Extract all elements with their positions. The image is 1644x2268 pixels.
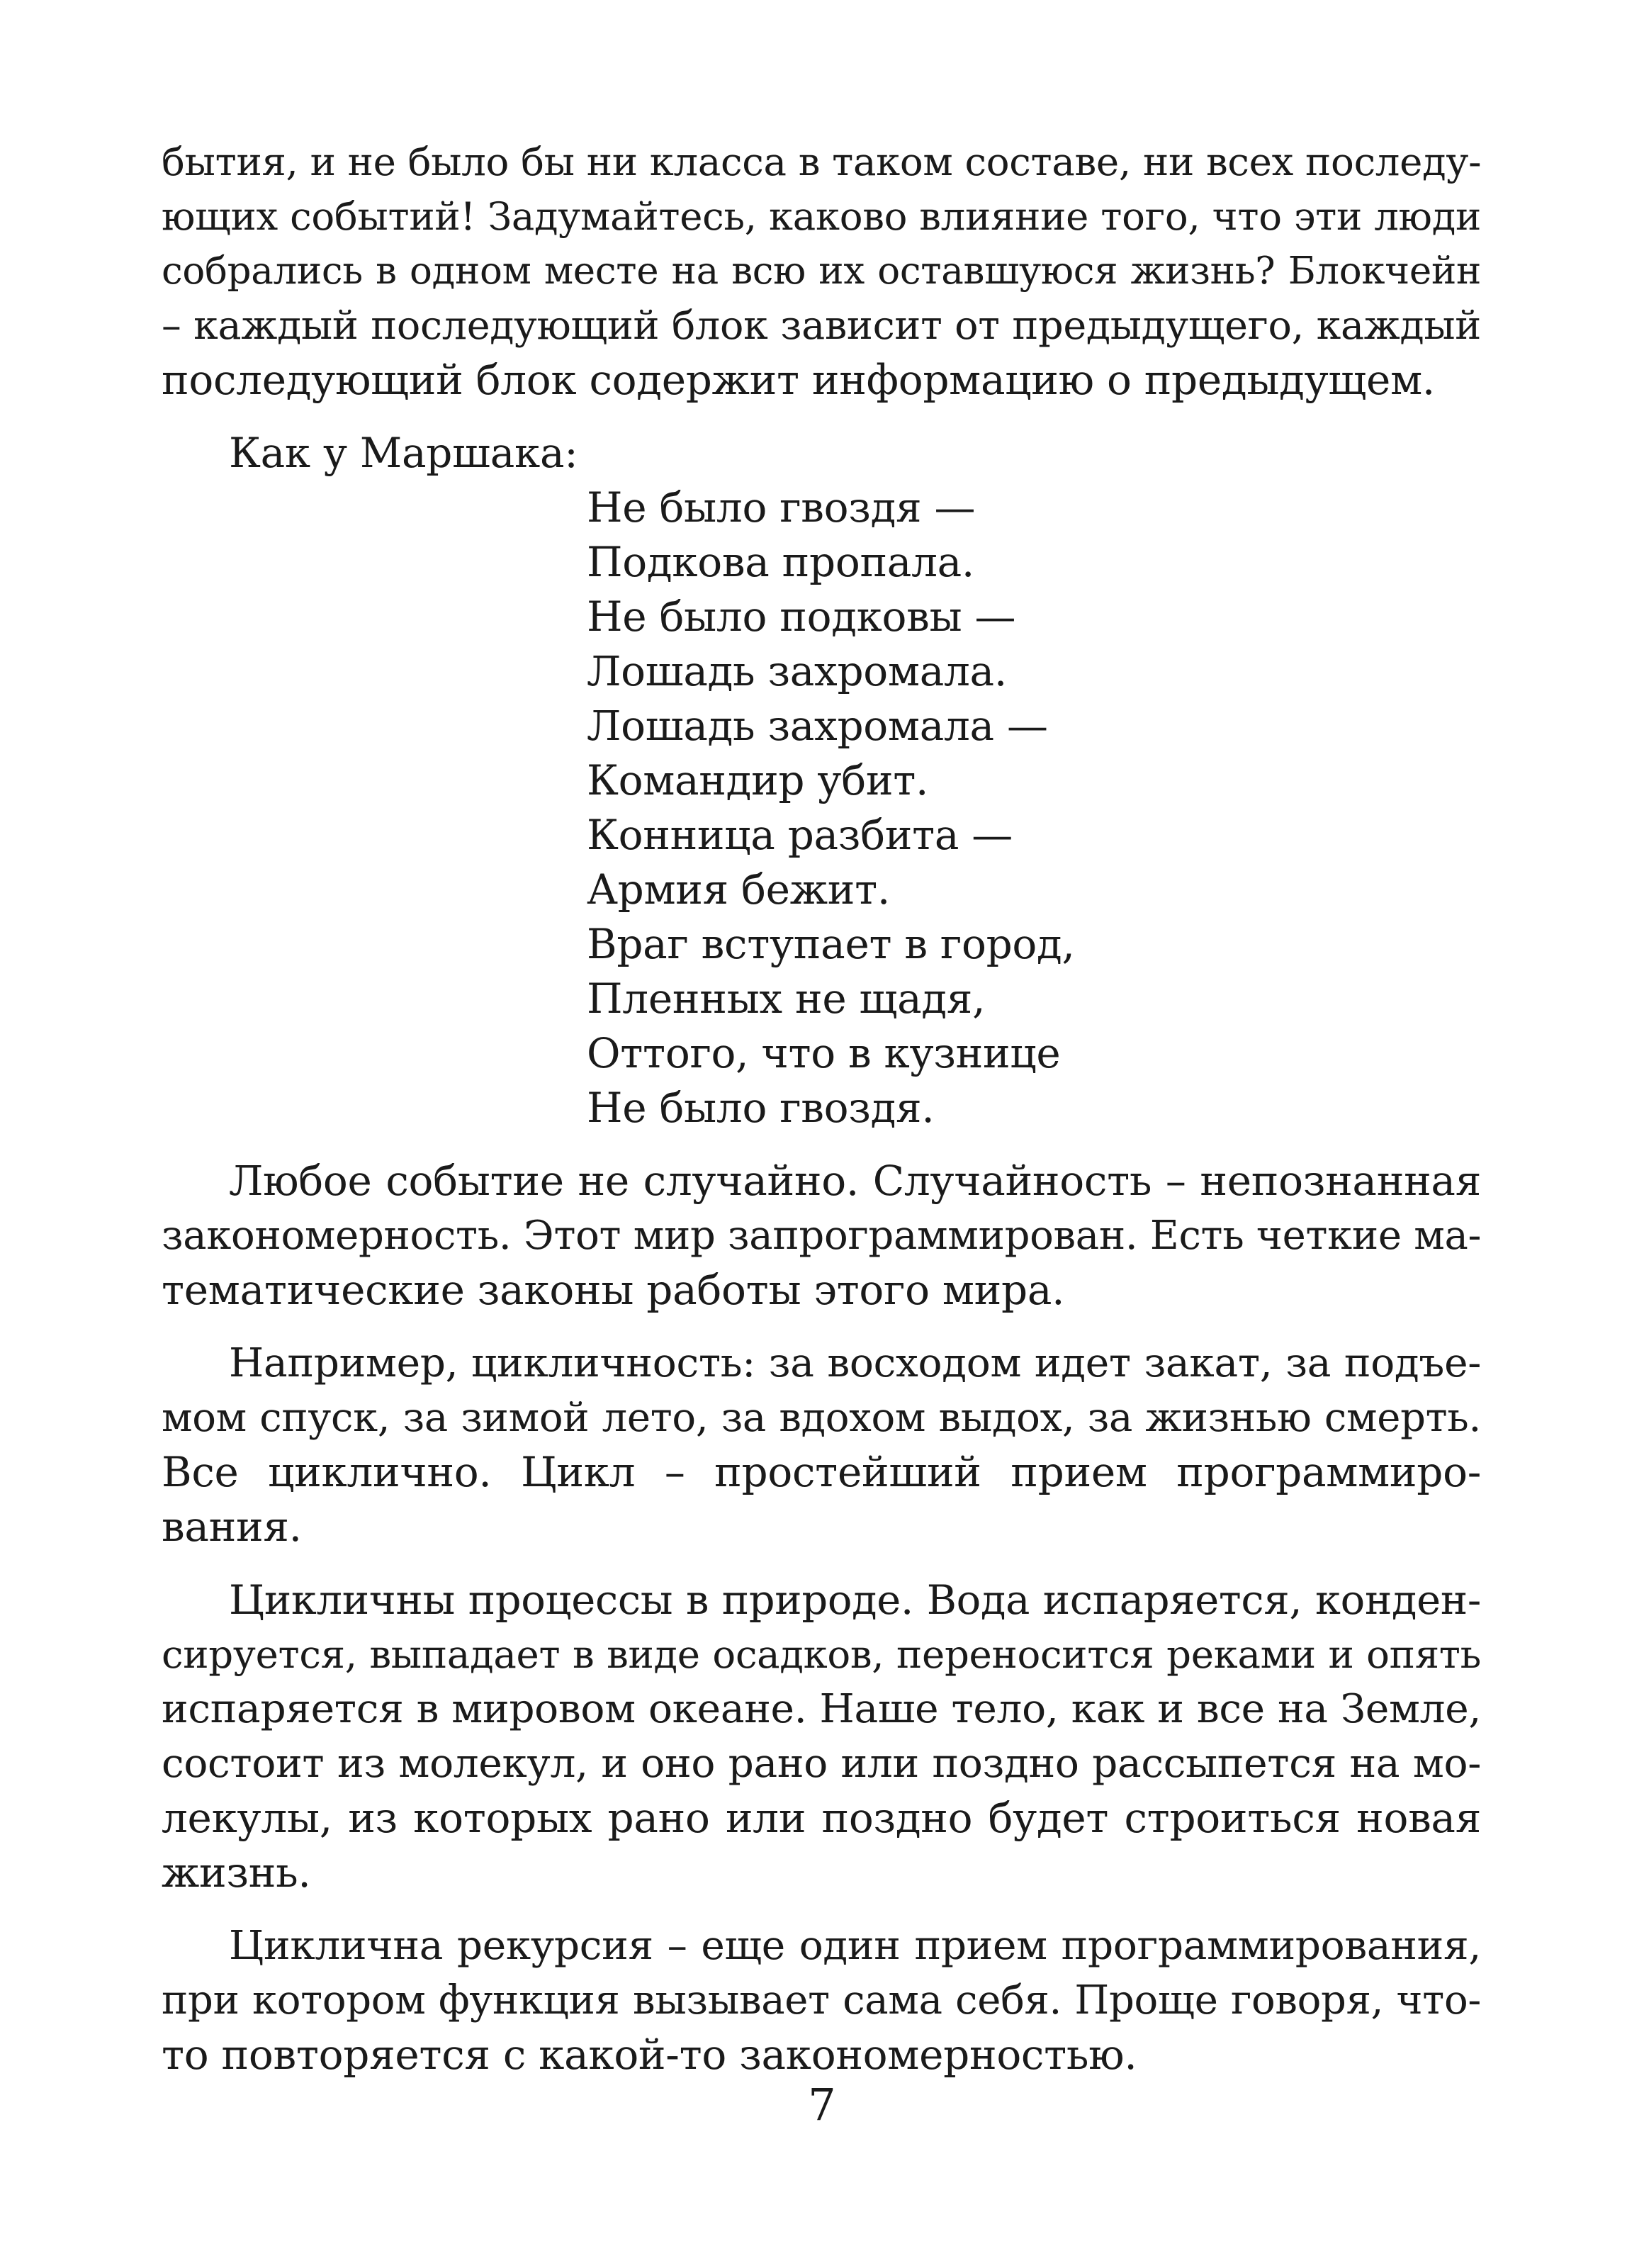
paragraph-line: Любое событие не случайно. Случайность – непознанная [229,1157,1481,1205]
poem-line: Не было гвоздя — [587,483,976,532]
paragraph-line: мом спуск, за зимой лето, за вдохом выдох, за жизнью смерть. [162,1395,1481,1441]
paragraph-line: вания. [162,1503,302,1551]
poem-line: Лошадь захромала — [587,702,1048,750]
paragraph-line: ющих событий! Задумайтесь, каково влияние того, что эти люди [162,193,1481,239]
poem-line: Подкова пропала. [587,538,975,586]
paragraph-line: Например, цикличность: за восходом идет закат, за подъе- [229,1340,1481,1386]
poem-line: Оттого, что в кузнице [587,1029,1061,1077]
paragraph-line: собрались в одном месте на всю их оставшуюся жизнь? Блокчейн [162,249,1481,293]
poem-intro: Как у Маршака: [229,429,578,477]
poem-line: Не было подковы — [587,593,1016,641]
poem-line: Лошадь захромала. [587,647,1007,695]
paragraph-line: Все циклично. Цикл – простейший прием программиро- [162,1448,1481,1496]
paragraph-line: Цикличны процессы в природе. Вода испаряется, конден- [229,1576,1481,1624]
poem-line: Враг вступает в город, [587,920,1075,968]
paragraph-line: закономерность. Этот мир запрограммирован. Есть четкие ма- [162,1213,1482,1259]
paragraph-1 [162,135,1481,408]
poem-line: Пленных не щадя, [587,975,986,1023]
paragraph-5 [162,1919,1481,2082]
paragraph-line: жизнь. [162,1848,311,1897]
paragraph-line: испаряется в мировом океане. Наше тело, как и все на Земле, [162,1686,1481,1732]
poem [587,481,1481,1135]
page-number: 7 [808,2079,836,2131]
paragraph-line: сируется, выпадает в виде осадков, переносится реками и опять [162,1632,1481,1677]
paragraph-2 [162,1154,1481,1318]
paragraph-4 [162,1573,1481,1900]
paragraph-line: лекулы, из которых рано или поздно будет строиться новая [162,1794,1481,1842]
paragraph-3 [162,1336,1481,1554]
paragraph-line: последующий блок содержит информацию о предыдущем. [162,356,1436,404]
paragraph-line: при котором функция вызывает сама себя. Проще говоря, что- [162,1977,1481,2023]
poem-line: Не было гвоздя. [587,1084,935,1132]
page-body [162,135,1481,2082]
paragraph-line: то повторяется с какой-то закономерностью. [162,2031,1137,2079]
paragraph-line: состоит из молекул, и оно рано или поздно рассыпется на мо- [162,1741,1481,1787]
poem-line: Армия бежит. [587,865,891,914]
poem-line: Командир убит. [587,756,929,804]
paragraph-line: бытия, и не было бы ни класса в таком составе, ни всех последу- [162,139,1482,184]
paragraph-line: Циклична рекурсия – еще один прием программирования, [229,1923,1481,1969]
paragraph-line: – каждый последующий блок зависит от предыдущего, каждый [162,303,1481,349]
poem-line: Конница разбита — [587,811,1013,859]
paragraph-line: тематические законы работы этого мира. [162,1266,1065,1314]
